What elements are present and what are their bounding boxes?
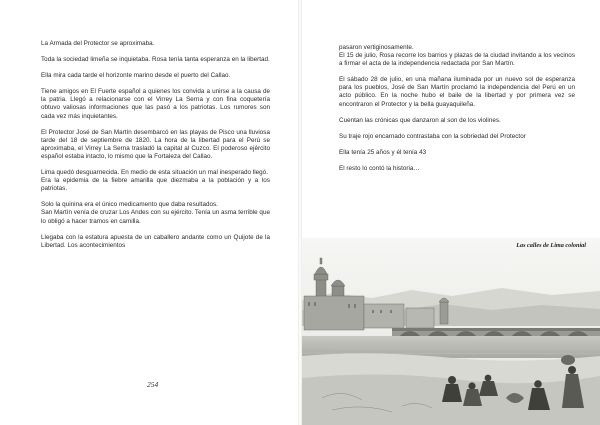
paragraph: La Armada del Protector se aproximaba.	[41, 40, 155, 47]
engraving-illustration	[302, 238, 600, 425]
paragraph: Llegaba con la estatura apuesta de un caballero andante como un Quijote de la Libertad. Los acontecimientos	[41, 233, 270, 249]
paragraph: Lima quedó desguarnecida. En medio de esta situación un mal inesperado llegó.	[41, 169, 268, 177]
paragraph: Cuentan las crónicas que danzaron al son de los violines.	[339, 116, 501, 124]
image-caption: Las calles de Lima colonial	[516, 242, 586, 249]
paragraph: Su traje rojo encarnado contrastaba con la sobriedad del Protector	[339, 132, 526, 140]
paragraph: Tiene amigos en El Fuerte español a quienes los convida a unirse a la causa de la patria. Llegó a relacionarse con el Virrey La Serna y con fina coquetería obtuvo valiosas informaciones que las pasó a los patriotas. Los rumores son cada vez más inquietantes.	[41, 88, 270, 120]
right-page	[302, 0, 600, 425]
paragraph: Solo la quinina era el único medicamento que daba resultados.	[41, 201, 218, 209]
paragraph: El resto lo contó la historia…	[339, 164, 420, 172]
paragraph: Era la epidemia de la fiebre amarilla que diezmaba a la población y a los patriotas.	[41, 177, 270, 193]
paragraph: San Martín venía de cruzar Los Andes con su ejército. Tenía un asma terrible que lo obligó a hacer tramos en camilla.	[41, 209, 270, 225]
right-text-column	[339, 44, 575, 181]
paragraph: pasaron vertiginosamente.	[339, 44, 414, 51]
page-number: 254	[147, 380, 159, 389]
paragraph: El Protector José de San Martín desembarcó en las playas de Pisco una lluviosa tarde del 18 de septiembre de 1820. La hora de la libertad para el Perú se aproximaba, el Virrey La Serna trasladó la capital al Cuzco. El poderoso ejército español estaba intacto, lo mismo que la Fortaleza del Callao.	[41, 128, 270, 160]
paragraph: El sábado 28 de julio, en una mañana iluminada por un nuevo sol de esperanza para los pueblos, José de San Martín proclamó la independencia del Perú en un acto público. En la noche hubo el baile de la libertad y por primera vez se encontraron el Protector y la bella guayaquileña.	[339, 76, 575, 108]
left-text-column	[41, 40, 270, 250]
paragraph: Toda la sociedad limeña se inquietaba. Rosa tenía tanta esperanza en la libertad.	[41, 56, 270, 64]
lima-engraving-image	[302, 238, 600, 425]
paragraph: Ella tenía 25 años y él tenía 43	[339, 148, 427, 156]
paragraph: El 15 de julio, Rosa recorre los barrios y plazas de la ciudad invitando a los vecinos a firmar el acta de la independencia redactada por San Martín.	[339, 52, 575, 68]
left-page	[0, 0, 298, 425]
paragraph: Ella mira cada tarde el horizonte marino desde el puerto del Callao.	[41, 72, 231, 80]
